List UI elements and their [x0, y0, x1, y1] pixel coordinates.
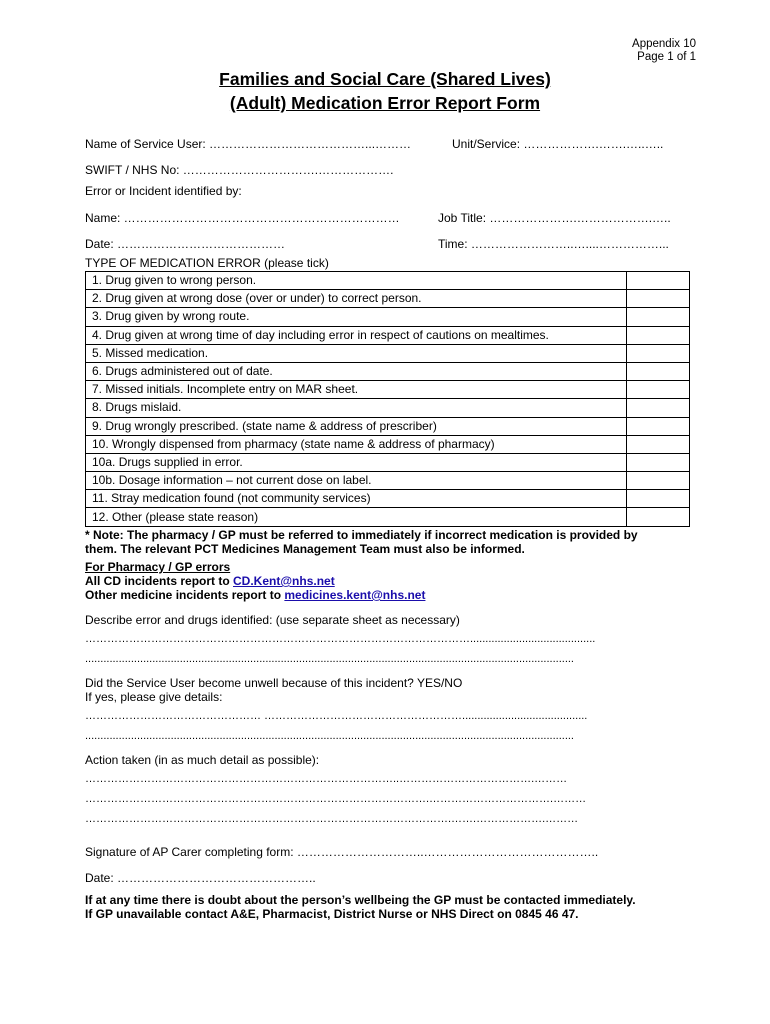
cd-incidents-line: [85, 574, 335, 588]
describe-line-2[interactable]: ................................................................................................................................................................: [85, 653, 574, 665]
table-row: [86, 326, 690, 344]
table-row: [86, 508, 690, 526]
tick-box[interactable]: [627, 272, 690, 290]
signature-field[interactable]: Signature of AP Carer completing form: …………………………..……………………………………..: [85, 845, 599, 859]
tick-box[interactable]: [627, 435, 690, 453]
page-title-line1: Families and Social Care (Shared Lives): [219, 69, 551, 89]
tick-box[interactable]: [627, 490, 690, 508]
table-row: [86, 308, 690, 326]
unwell-line-1[interactable]: ………………………………………… ……………………………………………….........................................: [85, 710, 588, 722]
tick-box[interactable]: [627, 417, 690, 435]
note-line2: them. The relevant PCT Medicines Management Team must also be informed.: [85, 542, 525, 556]
tick-box[interactable]: [627, 381, 690, 399]
error-type-label: 8. Drugs mislaid.: [86, 399, 627, 417]
service-user-field[interactable]: Name of Service User: …………………………………...………: [85, 137, 412, 151]
action-line-2[interactable]: ………………………………………………………………………………….…………………………….………: [85, 793, 587, 805]
action-label: Action taken (in as much detail as possible):: [85, 753, 320, 767]
table-row: [86, 362, 690, 380]
tick-box[interactable]: [627, 290, 690, 308]
error-type-label: 6. Drugs administered out of date.: [86, 362, 627, 380]
swift-nhs-field[interactable]: SWIFT / NHS No: …………………………….……………….: [85, 163, 394, 177]
tick-box[interactable]: [627, 399, 690, 417]
medicines-email-link[interactable]: medicines.kent@nhs.net: [284, 588, 426, 602]
table-row: [86, 290, 690, 308]
tick-box[interactable]: [627, 308, 690, 326]
describe-line-1[interactable]: …………………………………………………………………………………………….........................................: [85, 633, 596, 645]
table-row: [86, 435, 690, 453]
error-type-label: 2. Drug given at wrong dose (over or under) to correct person.: [86, 290, 627, 308]
action-line-3[interactable]: ……………………………………………………………………………………….…….……………….………: [85, 813, 579, 825]
cd-incidents-label: All CD incidents report to: [85, 574, 234, 588]
table-row: [86, 453, 690, 471]
tick-box[interactable]: [627, 453, 690, 471]
table-row: [86, 399, 690, 417]
footer-line1: If at any time there is doubt about the person’s wellbeing the GP must be contacted immediately.: [85, 893, 636, 907]
error-type-label: 12. Other (please state reason): [86, 508, 627, 526]
job-title-field[interactable]: Job Title: ………………….……………….…..: [438, 211, 671, 225]
tick-box[interactable]: [627, 362, 690, 380]
time-field[interactable]: Time: ……………………..…....……………...: [438, 237, 669, 251]
table-row: [86, 490, 690, 508]
unwell-line-2[interactable]: ................................................................................................................................................................: [85, 730, 574, 742]
table-row: [86, 381, 690, 399]
error-type-label: 4. Drug given at wrong time of day including error in respect of cautions on mealtimes.: [86, 326, 627, 344]
other-incidents-label: Other medicine incidents report to: [85, 588, 285, 602]
error-type-label: 7. Missed initials. Incomplete entry on MAR sheet.: [86, 381, 627, 399]
action-line-1[interactable]: …………………………………………………………………………..……………………………….………: [85, 773, 568, 785]
cd-email-link[interactable]: CD.Kent@nhs.net: [233, 574, 335, 588]
other-incidents-line: [85, 588, 425, 602]
error-type-label: 10. Wrongly dispensed from pharmacy (state name & address of pharmacy): [86, 435, 627, 453]
error-type-label: 1. Drug given to wrong person.: [86, 272, 627, 290]
footer-line2: If GP unavailable contact A&E, Pharmacist, District Nurse or NHS Direct on 0845 46 47.: [85, 907, 579, 921]
error-table-heading: TYPE OF MEDICATION ERROR (please tick): [85, 256, 329, 270]
table-row: [86, 417, 690, 435]
signature-date-field[interactable]: Date: …………………………………………..: [85, 871, 316, 885]
appendix-label: Appendix 10: [632, 38, 696, 50]
identified-by-label: Error or Incident identified by:: [85, 184, 242, 198]
unit-service-field[interactable]: Unit/Service: ……………….…….…..…..: [452, 137, 664, 151]
table-row: [86, 344, 690, 362]
error-type-label: 5. Missed medication.: [86, 344, 627, 362]
tick-box[interactable]: [627, 326, 690, 344]
describe-label: Describe error and drugs identified: (use separate sheet as necessary): [85, 613, 460, 627]
tick-box[interactable]: [627, 344, 690, 362]
tick-box[interactable]: [627, 508, 690, 526]
table-row: [86, 272, 690, 290]
page-number: Page 1 of 1: [637, 51, 696, 63]
unwell-question: Did the Service User become unwell because of this incident? YES/NO: [85, 676, 463, 690]
error-type-label: 10a. Drugs supplied in error.: [86, 453, 627, 471]
error-type-table: [85, 271, 690, 527]
error-type-label: 11. Stray medication found (not community services): [86, 490, 627, 508]
pharmacy-gp-heading: For Pharmacy / GP errors: [85, 560, 231, 574]
tick-box[interactable]: [627, 472, 690, 490]
error-type-label: 9. Drug wrongly prescribed. (state name & address of prescriber): [86, 417, 627, 435]
name-field[interactable]: Name: ……………………………………………………………: [85, 211, 400, 225]
unwell-details-label: If yes, please give details:: [85, 690, 223, 704]
date-field[interactable]: Date: ……………………………………: [85, 237, 286, 251]
table-row: [86, 472, 690, 490]
error-type-label: 3. Drug given by wrong route.: [86, 308, 627, 326]
note-line1: * Note: The pharmacy / GP must be referred to immediately if incorrect medication is provided by: [85, 528, 638, 542]
page-title-line2: (Adult) Medication Error Report Form: [229, 93, 541, 113]
error-type-label: 10b. Dosage information – not current dose on label.: [86, 472, 627, 490]
